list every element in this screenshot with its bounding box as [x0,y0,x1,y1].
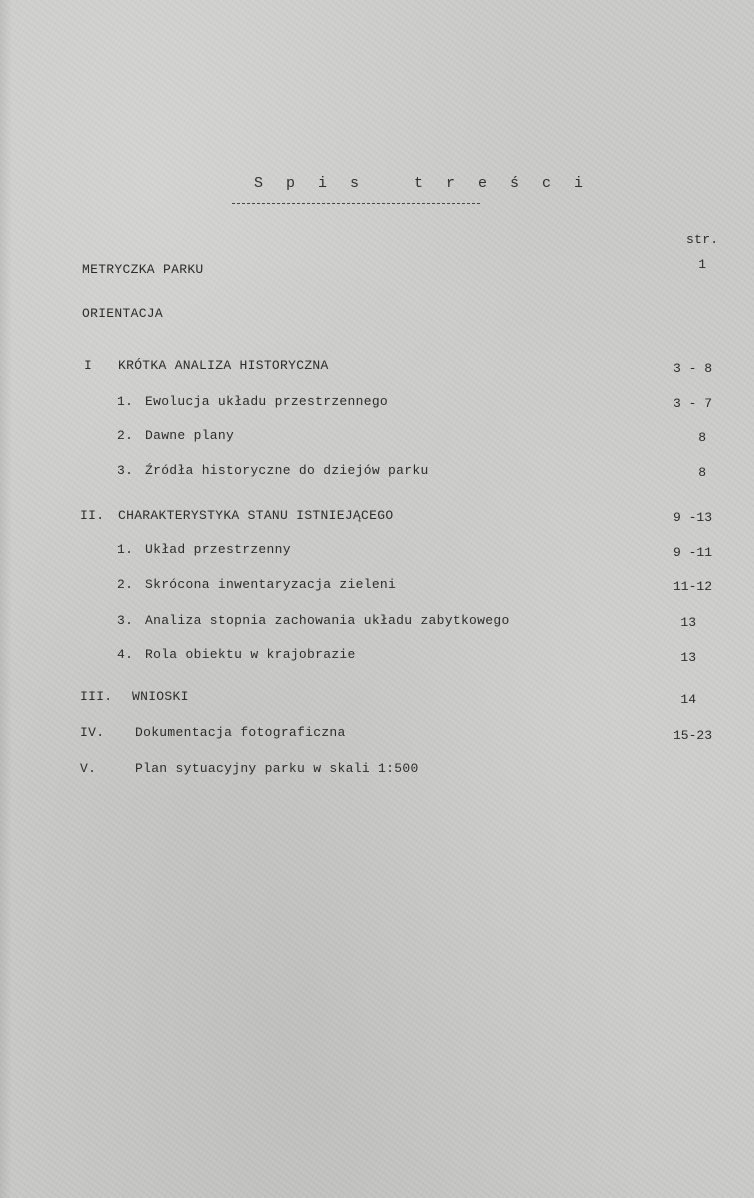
toc-entry-label: Układ przestrzenny [145,542,291,557]
toc-entry-label: Plan sytuacyjny parku w skali 1:500 [135,761,419,776]
toc-entry-label: Dokumentacja fotograficzna [135,725,346,740]
toc-subsection-number: 2. [117,428,134,443]
toc-section-number: I [84,358,93,373]
toc-entry-page: 15-23 [672,728,712,743]
toc-subsection-number: 1. [117,542,134,557]
toc-section-number: IV. [80,725,105,740]
toc-subsection-number: 4. [117,647,134,662]
toc-entry-page: 3 - 7 [672,396,712,411]
toc-entry-label: Analiza stopnia zachowania układu zabytkowego [145,613,510,628]
toc-section-number: III. [80,689,113,704]
toc-subsection-number: 3. [117,613,134,628]
toc-entry-page: 9 -13 [672,510,712,525]
toc-entry-label: METRYCZKA PARKU [82,262,204,277]
toc-entry-label: Źródła historyczne do dziejów parku [145,463,429,478]
toc-entry-label: KRÓTKA ANALIZA HISTORYCZNA [118,358,329,373]
toc-entry-label: Dawne plany [145,428,235,443]
toc-entry-page: 13 [680,615,696,630]
toc-entry-page: 8 [698,465,706,480]
toc-entry-label: Ewolucja układu przestrzennego [145,394,389,409]
toc-entry-page: 13 [680,650,696,665]
toc-entry-page: 8 [698,430,706,445]
toc-entry-page: 3 - 8 [672,361,712,376]
toc-entry-label: WNIOSKI [132,689,189,704]
toc-entry-page: 14 [680,692,696,707]
toc-entry-label: CHARAKTERYSTYKA STANU ISTNIEJĄCEGO [118,508,394,523]
toc-subsection-number: 2. [117,577,134,592]
toc-entry-page: 1 [698,257,706,272]
toc-section-number: V. [80,761,97,776]
page-edge-shadow [0,0,12,1198]
toc-entry-label: ORIENTACJA [82,306,164,321]
document-title: S p i s t r e ś c i [254,175,591,192]
toc-entry-page: 9 -11 [672,545,712,560]
toc-section-number: II. [80,508,105,523]
toc-subsection-number: 3. [117,463,134,478]
toc-entry-label: Rola obiektu w krajobrazie [145,647,356,662]
title-underline [232,203,480,204]
toc-subsection-number: 1. [117,394,134,409]
toc-entry-page: 11-12 [672,579,712,594]
toc-entry-label: Skrócona inwentaryzacja zieleni [145,577,397,592]
page-column-header: str. [686,232,719,247]
